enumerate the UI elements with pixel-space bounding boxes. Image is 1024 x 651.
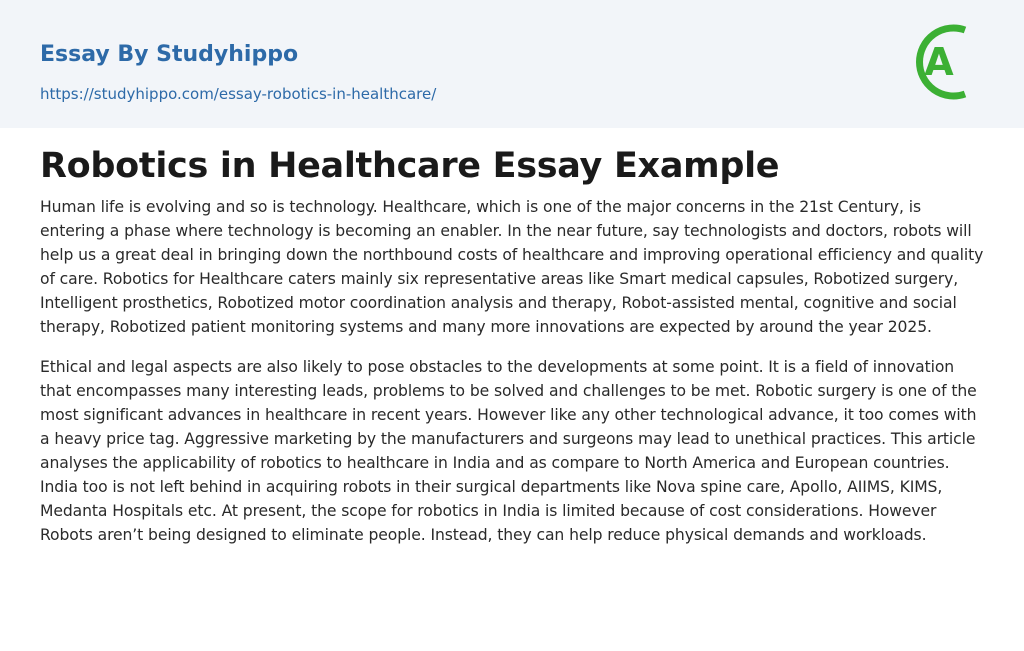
site-title[interactable]: Essay By Studyhippo [40, 42, 299, 67]
page-url-link[interactable]: https://studyhippo.com/essay-robotics-in-healthcare/ [40, 85, 437, 103]
essay-paragraph-2: Ethical and legal aspects are also likely to pose obstacles to the developments at some point. It is a field of innovation that encompasses many interesting leads, problems to be solved and challenges to be met. Robotic surgery is one of the most significant advances in healthcare in recent years. However like any other technological advance, it too comes with a heavy price tag. Aggressive marketing by the manufacturers and surgeons may lead to unethical practices. This article analyses the applicability of robotics to healthcare in India and as compare to North America and European countries. India too is not left behind in acquiring robots in their surgical departments like Nova spine care, Apollo, AIIMS, KIMS, Medanta Hospitals etc. At present, the scope for robotics in India is limited because of cost considerations. However Robots aren’t being designed to eliminate people. Instead, they can help reduce physical demands and workloads. [40, 358, 977, 544]
studyhippo-logo-icon[interactable] [912, 20, 984, 104]
site-header [0, 0, 1024, 128]
essay-paragraph-1: Human life is evolving and so is technology. Healthcare, which is one of the major concerns in the 21st Century, is entering a phase where technology is becoming an enabler. In the near future, say technologists and doctors, robots will help us a great deal in bringing down the northbound costs of healthcare and improving operational efficiency and quality of care. Robotics for Healthcare caters mainly six representative areas like Smart medical capsules, Robotized surgery, Intelligent prosthetics, Robotized motor coordination analysis and therapy, Robot-assisted mental, cognitive and social therapy, Robotized patient monitoring systems and many more innovations are expected by around the year 2025. [40, 198, 984, 336]
logo-letter: A [924, 40, 954, 84]
essay-body [40, 195, 986, 563]
essay-title: Robotics in Healthcare Essay Example [40, 146, 780, 186]
